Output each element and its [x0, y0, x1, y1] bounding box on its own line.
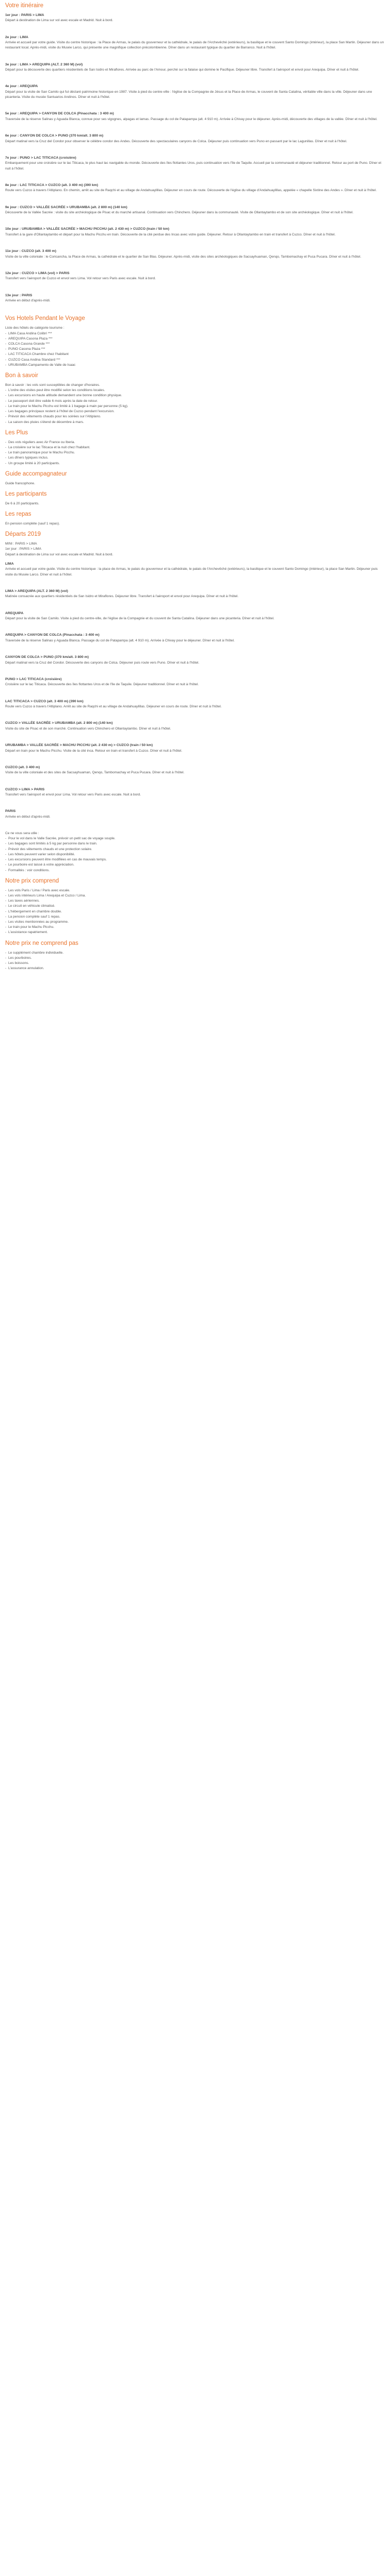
plus-block — [5, 440, 386, 466]
list-item: - Pour le vol dans le Valle Sacrée, prévoir un petit sac de voyage souple. — [5, 836, 386, 841]
day-title: 10e jour : URUBAMBA > VALLÉE SACRÉE > MACHU PICCHU (alt. 2 430 m) > CUZCO (train / 50 km) — [5, 227, 170, 231]
day-item — [5, 84, 386, 100]
day-title: 11e jour : CUZCO (alt. 3 400 m) — [5, 249, 56, 253]
day-description: Route vers Cuzco à travers l'Altiplano. En chemin, arrêt au site de Raqchi et au village de Andahuaylillas. Déjeuner en cours de route. Découverte de l'église du village d'Andahuaylillas, appelée « chapelle Sixtine des Andes ». Dîner et nuit à l'hôtel. — [5, 189, 377, 193]
good-to-know-block — [5, 383, 386, 425]
practical-block — [5, 831, 386, 873]
departures-block — [5, 541, 386, 557]
hotels-block — [5, 326, 386, 368]
day-item — [5, 249, 386, 260]
day-description: Arrivée et accueil par votre guide. Visite du centre historique : la Place de Armas, le palais du gouverneur et la cathédrale, le palais de l'Archevêché (extérieurs), la basilique et le couvent Santo Domingo (intérieur), la place San Martin. Déjeuner dans un restaurant local. Après-midi, visite du Musée Larco, qui présente une magnifique collection précolombienne. Dîner dans un restaurant typique du quartier de Barranco. Nuit à l'hôtel. — [5, 41, 384, 50]
day-description: Traversée de la réserve Salinas y Aguada Blanca. Passage du col de Patapampa (alt. 4 910 m). Arrivée à Chivay pour le déjeuner. Dîner et nuit à l'hôtel. — [5, 638, 235, 642]
day-title: 4e jour : AREQUIPA — [5, 84, 38, 89]
list-item: - URUBAMBA Campamento de Valle de Isaac — [5, 363, 386, 368]
day-description: Départ pour la découverte des quartiers résidentiels de San Isidro et Miraflores. Arrivée au parc de l'Amour, perché sur la falaise qui domine le Pacifique. Déjeuner libre. Transfert à l'aéroport et envol pour Arequipa. Dîner et nuit à l'hôtel. — [5, 68, 360, 72]
departures-line-2: Départ à destination de Lima sur vol avec escale et Madrid. Nuit à bord. — [5, 552, 113, 556]
day-item — [5, 205, 386, 216]
section-title-plus: Les Plus — [5, 429, 28, 436]
list-item: - Le circuit en véhicule climatisé. — [5, 904, 386, 909]
day-title: PUNO > LAC TITICACA (croisière) — [5, 677, 62, 681]
day-description: Transfert vers l'aéroport et envol pour Lima. Vol retour vers Paris avec escale. Nuit à bord. — [5, 793, 141, 797]
day-title: 5e jour : AREQUIPA > CANYON DE COLCA (Pinacchata : 3 400 m) — [5, 112, 114, 116]
day-item — [5, 743, 386, 754]
good-to-know-list — [5, 388, 386, 425]
day-title: 3e jour : LIMA > AREQUIPA (ALT. 2 360 M) (vol) — [5, 62, 83, 66]
departures-days-list — [5, 562, 386, 820]
list-item: - LAC TITICACA Chambre chez l'habitant — [5, 352, 386, 357]
day-description: Transfert à la gare d'Ollantaytambo et départ pour la Machu Picchu en train. Découverte de la cité perdue des Incas avec votre guide. Déjeuner. Retour à Ollantaytambo en train et transfert à Cuzco. Dîner et nuit à l'hôtel. — [5, 232, 336, 236]
list-item: - Le train panoramique pour le Machu Picchu. — [5, 450, 386, 455]
day-description: Traversée de la réserve Salinas y Aguada Blanca, connue pour ses vigognes, alpagas et lamas. Passage du col de Patapampa (alt. 4 910 m). Arrivée à Chivay pour le déjeuner. Après-midi, découverte des villages de la vallée. Dîner et nuit à l'hôtel. — [5, 117, 378, 121]
day-description: Départ matinal vers la Cruz del Condor. Découverte des canyons de Colca. Déjeuner puis route vers Puno. Dîner et nuit à l'hôtel. — [5, 660, 200, 665]
day-title: CUZCO > VALLÉE SACRÉE > URUBAMBA (alt. 2 800 m) (140 km) — [5, 721, 113, 725]
day-item — [5, 133, 386, 144]
section-title-itinerary: Votre itinéraire — [5, 3, 44, 9]
list-item: - Les vols Paris / Lima / Paris avec escale. — [5, 888, 386, 893]
day-description: Départ pour la visite de San Camilo qui fut déclaré patrimoine historique en 1987. Visite à pied du centre-ville : l'église de la Compagnie de Jésus et la Place de Armas, le couvent de Santa Catalina, véritable ville dans la ville. Déjeuner dans une picanteria. Visite du musée Santuarios Andinos. Dîner et nuit à l'hôtel. — [5, 90, 372, 99]
day-title: 1er jour : PARIS > LIMA — [5, 13, 44, 17]
list-item: - L'hébergement en chambre double. — [5, 909, 386, 914]
list-item: - Prévoir des vêtements chauds et une protection solaire. — [5, 847, 386, 852]
includes-list — [5, 888, 386, 936]
day-item — [5, 562, 386, 578]
list-item: - COLCA Casona Grande *** — [5, 342, 386, 347]
section-title-departures: Départs 2019 — [5, 531, 41, 538]
day-item — [5, 765, 386, 776]
meals-text: En pension complète (sauf 1 repas). — [5, 522, 60, 526]
day-item — [5, 633, 386, 643]
day-title: 12e jour : CUZCO > LIMA (vol) > PARIS — [5, 271, 70, 275]
day-title: 6e jour : CANYON DE COLCA > PUNO (370 km/alt. 3 800 m) — [5, 134, 104, 138]
day-description: Visite du site de Pisac et de son marché. Continuation vers Chinchero et Ollantaytambo. Dîner et nuit à l'hôtel. — [5, 726, 171, 731]
section-title-excludes: Notre prix ne comprend pas — [5, 940, 78, 946]
day-title: AREQUIPA > CANYON DE COLCA (Pinacchata : 3 400 m) — [5, 633, 100, 637]
list-item: - La saison des pluies s'étend de décembre à mars. — [5, 420, 386, 425]
list-item: - Les dîners typiques inclus. — [5, 455, 386, 461]
list-item: - Le supplément chambre individuelle. — [5, 951, 386, 956]
day-item — [5, 589, 386, 600]
day-item — [5, 809, 386, 820]
day-item — [5, 111, 386, 122]
day-description: Arrivée en début d'après-midi. — [5, 815, 51, 819]
section-title-guide: Guide accompagnateur — [5, 470, 67, 477]
day-title: LIMA > AREQUIPA (ALT. 2 360 M) (vol) — [5, 589, 68, 593]
day-item — [5, 62, 386, 73]
day-title: PARIS — [5, 809, 16, 814]
excludes-list — [5, 951, 386, 972]
day-description: Visite de la ville coloniale : le Coricancha, la Place de Armas, la cathédrale et le quartier de San Blas. Déjeuner. Après-midi, visite des sites archéologiques de Sacsayhuaman, Qenqo, Tambomachay et Puca Pucara. Dîner et nuit à l'hôtel. — [5, 255, 362, 259]
itinerary-list — [5, 13, 386, 303]
day-item — [5, 721, 386, 732]
day-title: CUZCO (alt. 3 400 m) — [5, 765, 40, 769]
departures-header: MINI : PARIS > LIMA — [5, 542, 37, 546]
list-item: - Les vols intérieurs Lima / Arequipa et Cuzco / Lima. — [5, 893, 386, 899]
hotels-intro: Liste des hôtels de catégorie tourisme : — [5, 326, 64, 330]
day-item — [5, 293, 386, 304]
practical-list — [5, 836, 386, 873]
section-title-good-to-know: Bon à savoir — [5, 372, 38, 379]
practical-intro: Ce ne vous sera utile : — [5, 832, 39, 836]
list-item: - La pension complète sauf 1 repas. — [5, 914, 386, 920]
plus-list — [5, 440, 386, 466]
day-item — [5, 699, 386, 710]
day-description: Matinée consacrée aux quartiers résidentiels de San Isidro et Miraflores. Déjeuner libre. Transfert à l'aéroport et envol pour Arequipa. Dîner et nuit à l'hôtel. — [5, 595, 239, 599]
day-title: URUBAMBA > VALLÉE SACRÉE > MACHU PICCHU (alt. 2 430 m) > CUZCO (train / 50 km) — [5, 743, 153, 748]
list-item: - AREQUIPA Casona Plaza *** — [5, 336, 386, 342]
list-item: - Les bagages sont limités à 5 kg par personne dans le train. — [5, 841, 386, 846]
list-item: - Formalités : voir conditions. — [5, 868, 386, 873]
list-item: - Prévoir des vêtements chauds pour les soirées sur l'Altiplano. — [5, 414, 386, 419]
day-item — [5, 611, 386, 622]
day-title: CANYON DE COLCA > PUNO (370 km/alt. 3 800 m) — [5, 655, 89, 659]
day-description: Embarquement pour une croisière sur le lac Titicaca, le plus haut lac navigable du monde. Découverte des îles flottantes Uros, puis continuation vers l'île de Taquile. Accueil par la communauté et déjeuner traditionnel. Retour au port de Puno. Dîner et nuit à l'hôtel. — [5, 161, 382, 171]
day-item — [5, 13, 386, 24]
day-description: Découverte de la Vallée Sacrée : visite du site archéologique de Pisac et du marché artisanal. Continuation vers Chinchero. Déjeuner dans la communauté. Visite de Ollantaytambo et de son site archéologique. Dîner et nuit à l'hôtel. — [5, 211, 354, 215]
day-description: Arrivée en début d'après-midi. — [5, 299, 51, 303]
list-item: - Le pourboire est laissé à votre appréciation. — [5, 862, 386, 868]
day-title: 2e jour : LIMA — [5, 35, 28, 39]
day-description: Départ en train pour le Machu Picchu. Visite de la cité inca. Retour en train et transfert à Cuzco. Dîner et nuit à l'hôtel. — [5, 749, 183, 753]
hotels-list — [5, 331, 386, 368]
list-item: - Les visites mentionnées au programme. — [5, 920, 386, 925]
list-item: - Des vols réguliers avec Air France ou Iberia. — [5, 440, 386, 445]
good-to-know-intro: Bon à savoir : les vols sont susceptibles de changer d'horaires. — [5, 383, 100, 387]
day-title: LIMA — [5, 562, 14, 566]
section-title-meals: Les repas — [5, 511, 31, 518]
list-item: - PUNO Casona Plaza *** — [5, 347, 386, 352]
day-title: 9e jour : CUZCO > VALLÉE SACRÉE > URUBAMBA (alt. 2 800 m) (140 km) — [5, 205, 127, 209]
day-description: Départ matinal vers la Cruz del Condor pour observer le célèbre condor des Andes. Découverte des spectaculaires canyons de Colca. Déjeuner puis continuation vers Puno en passant par le lac Lagunillas. Dîner et nuit à l'hôtel. — [5, 139, 347, 143]
day-item — [5, 156, 386, 172]
list-item: - Les pourboires. — [5, 956, 386, 961]
list-item: - LIMA Casa Andina Colibrí *** — [5, 331, 386, 336]
list-item: - Les hôtels peuvent varier selon disponibilité. — [5, 852, 386, 857]
day-item — [5, 677, 386, 688]
list-item: - Les boissons. — [5, 961, 386, 966]
list-item: - L'assurance annulation. — [5, 966, 386, 971]
departures-line-1: 1er jour : PARIS > LIMA — [5, 547, 42, 551]
list-item: - Le train pour le Machu Picchu est limité à 1 bagage à main par personne (5 kg). — [5, 404, 386, 409]
participants-text: De 6 à 20 participants. — [5, 501, 39, 505]
list-item: - Les excursions peuvent être modifiées en cas de mauvais temps. — [5, 857, 386, 862]
guide-text: Guide francophone. — [5, 481, 35, 485]
day-item — [5, 183, 386, 194]
day-description: Croisière sur le lac Titicaca. Découverte des îles flottantes Uros et de l'île de Taquile. Déjeuner traditionnel. Dîner et nuit à l'hôtel. — [5, 683, 199, 687]
day-description: Départ à destination de Lima sur vol avec escale et Madrid. Nuit à bord. — [5, 19, 113, 23]
day-title: CUZCO > LIMA > PARIS — [5, 787, 45, 791]
day-item — [5, 271, 386, 282]
list-item: - Les excursions en haute altitude demandent une bonne condition physique. — [5, 393, 386, 398]
day-item — [5, 787, 386, 798]
day-title: 8e jour : LAC TITICACA > CUZCO (alt. 3 400 m) (390 km) — [5, 183, 99, 187]
day-title: 7e jour : PUNO > LAC TITICACA (croisière) — [5, 156, 76, 160]
list-item: - Les bagages principaux restent à l'hôtel de Cuzco pendant l'excursion. — [5, 409, 386, 414]
day-item — [5, 227, 386, 238]
section-title-hotels: Vos Hotels Pendant le Voyage — [5, 315, 85, 322]
day-item — [5, 35, 386, 51]
list-item: - Le passeport doit être valide 6 mois après la date de retour. — [5, 399, 386, 404]
list-item: - L'assistance rapatriement. — [5, 930, 386, 935]
day-description: Transfert vers l'aéroport de Cuzco et envol vers Lima. Vol retour vers Paris avec escale. Nuit à bord. — [5, 277, 156, 281]
day-item — [5, 655, 386, 666]
day-title: AREQUIPA — [5, 611, 24, 615]
day-title: LAC TITICACA > CUZCO (alt. 3 400 m) (390 km) — [5, 699, 84, 703]
list-item: - L'ordre des visites peut être modifié selon les conditions locales. — [5, 388, 386, 393]
day-description: Arrivée et accueil par votre guide. Visite du centre historique : la place de Armas, le palais du gouverneur et la cathédrale, le palais de l'Archevêché (extérieurs), la basilique et le couvent Santo Domingo (intérieur), la place San Martin. Déjeuner puis visite du Musée Larco. Dîner et nuit à l'hôtel. — [5, 567, 378, 577]
list-item: - Les taxes aériennes. — [5, 899, 386, 904]
section-title-participants: Les participants — [5, 490, 47, 497]
section-title-includes: Notre prix comprend — [5, 877, 59, 884]
list-item: - Le train pour le Machu Picchu. — [5, 925, 386, 930]
day-title: 13e jour : PARIS — [5, 293, 32, 297]
list-item: - La croisière sur le lac Titicaca et la nuit chez l'habitant. — [5, 445, 386, 450]
day-description: Départ pour la visite de San Camilo. Visite à pied du centre-ville, de l'église de la Compagnie et du couvent de Santa Catalina. Déjeuner dans une picanteria. Dîner et nuit à l'hôtel. — [5, 617, 274, 621]
day-description: Route vers Cuzco à travers l'Altiplano. Arrêt au site de Raqchi et au village de Andahuaylillas. Déjeuner en cours de route. Dîner et nuit à l'hôtel. — [5, 705, 222, 709]
day-description: Visite de la ville coloniale et des sites de Sacsayhuaman, Qenqo, Tambomachay et Puca Pucara. Dîner et nuit à l'hôtel. — [5, 771, 185, 775]
list-item: - Un groupe limité à 20 participants. — [5, 461, 386, 466]
list-item: - CUZCO Casa Andina Standard *** — [5, 358, 386, 363]
